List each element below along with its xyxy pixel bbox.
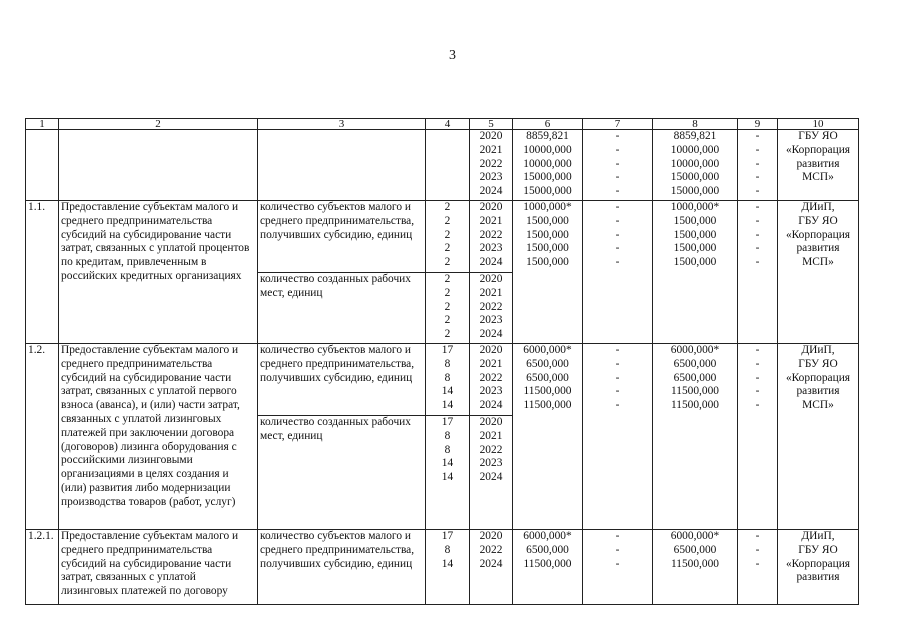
indicator-name: количество созданных рабочих мест, единиц [258, 273, 426, 344]
col-header: 8 [653, 119, 738, 130]
indicator-name: количество субъектов малого и среднего предпринимательства, получивших субсидию, единиц [258, 530, 426, 605]
table-row [26, 130, 859, 201]
row-number: 1.2.1. [26, 530, 59, 605]
col-header: 3 [258, 119, 426, 130]
total-cell: 1000,000* 1500,000 1500,000 1500,000 1500,000 [513, 201, 583, 344]
total-cell: 8859,821 10000,000 10000,000 15000,000 15000,000 [513, 130, 583, 201]
col-header: 4 [426, 119, 470, 130]
col8-cell: 8859,821 10000,000 10000,000 15000,000 15000,000 [653, 130, 738, 201]
table-row [26, 530, 859, 605]
table-row [26, 201, 859, 273]
indicator-name: количество субъектов малого и среднего предпринимательства, получивших субсидию, единиц [258, 201, 426, 273]
row-number: 1.1. [26, 201, 59, 344]
years-cell: 2020 2021 2022 2023 2024 [470, 273, 513, 344]
measure-name: Предоставление субъектам малого и среднего предпринимательства субсидий на субсидирование части затрат, связанных с уплатой процентов по кредитам, привлеченным в российских кредитных организациях [59, 201, 258, 344]
indicator-values: 17 8 8 14 14 [426, 344, 470, 416]
indicator-values: 2 2 2 2 2 [426, 273, 470, 344]
years-cell: 2020 2022 2024 [470, 530, 513, 605]
indicator-values: 2 2 2 2 2 [426, 201, 470, 273]
col9-cell: - - - [738, 530, 778, 605]
program-table [25, 118, 859, 605]
years-cell: 2020 2021 2022 2023 2024 [470, 416, 513, 530]
col9-cell: - - - - - [738, 130, 778, 201]
executor-cell: ГБУ ЯО «Корпорация развития МСП» [778, 130, 859, 201]
col-header: 5 [470, 119, 513, 130]
col-header: 1 [26, 119, 59, 130]
col9-cell: - - - - - [738, 344, 778, 530]
total-cell: 6000,000* 6500,000 11500,000 [513, 530, 583, 605]
col8-cell: 6000,000* 6500,000 11500,000 [653, 530, 738, 605]
col-header: 9 [738, 119, 778, 130]
total-cell: 6000,000* 6500,000 6500,000 11500,000 11500,000 [513, 344, 583, 530]
col-header: 2 [59, 119, 258, 130]
executor-cell: ДИиП, ГБУ ЯО «Корпорация развития [778, 530, 859, 605]
executor-cell: ДИиП, ГБУ ЯО «Корпорация развития МСП» [778, 201, 859, 344]
years-cell: 2020 2021 2022 2023 2024 [470, 344, 513, 416]
page-number: 3 [449, 48, 456, 63]
col7-cell: - - - - - [583, 130, 653, 201]
col8-cell: 1000,000* 1500,000 1500,000 1500,000 1500,000 [653, 201, 738, 344]
years-cell: 2020 2021 2022 2023 2024 [470, 201, 513, 273]
col8-cell: 6000,000* 6500,000 6500,000 11500,000 11500,000 [653, 344, 738, 530]
years-cell: 2020 2021 2022 2023 2024 [470, 130, 513, 201]
col7-cell: - - - [583, 530, 653, 605]
indicator-name: количество субъектов малого и среднего предпринимательства, получивших субсидию, единиц [258, 344, 426, 416]
indicator-values: 17 8 14 [426, 530, 470, 605]
col-header: 7 [583, 119, 653, 130]
col7-cell: - - - - - [583, 344, 653, 530]
col-header: 10 [778, 119, 859, 130]
column-number-row [26, 119, 859, 130]
measure-name: Предоставление субъектам малого и среднего предпринимательства субсидий на субсидирование части затрат, связанных с уплатой первого взноса (аванса), и (или) части затрат, связанных с уплатой лизинговых платежей при заключении договора (договоров) лизинга оборудования с российскими лизинговыми организациями в целях создания и (или) развития либо модернизации производства товаров (работ, услуг) [59, 344, 258, 530]
row-number: 1.2. [26, 344, 59, 530]
table-row [26, 344, 859, 416]
indicator-values: 17 8 8 14 14 [426, 416, 470, 530]
col9-cell: - - - - - [738, 201, 778, 344]
executor-cell: ДИиП, ГБУ ЯО «Корпорация развития МСП» [778, 344, 859, 530]
indicator-name: количество созданных рабочих мест, единиц [258, 416, 426, 530]
col7-cell: - - - - - [583, 201, 653, 344]
col-header: 6 [513, 119, 583, 130]
measure-name: Предоставление субъектам малого и среднего предпринимательства субсидий на субсидирование части затрат, связанных с уплатой лизинговых платежей по договору [59, 530, 258, 605]
